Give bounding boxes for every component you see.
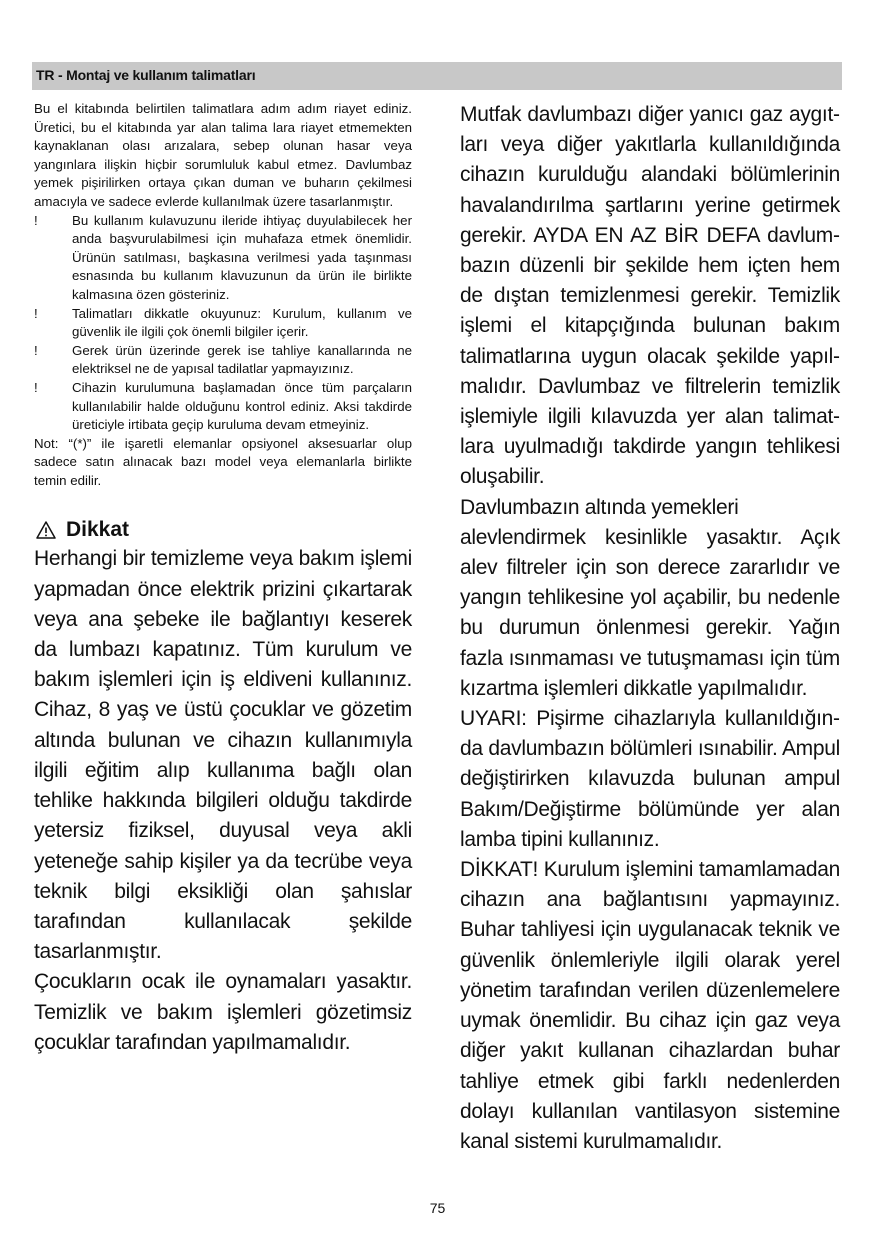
bullet-text: Bu kullanım kulavuzunu ileride ihtiyaç duyulabilecek her anda başvurulabilmesi için muhafaza etmek önemlidir. Ürünün satılması, başkasına verilmesi yada taşınması esnasında bu kullanım klavuzunun da ürün ile birlikte kalmasına özen gösteriniz.	[72, 212, 412, 302]
flame-paragraph-lead: Davlumbazın altında yemekleri	[460, 495, 739, 519]
bullet-item	[34, 342, 412, 379]
exclamation-mark: !	[34, 379, 38, 395]
page-number: 75	[429, 1200, 446, 1216]
warning-triangle-icon	[36, 521, 56, 539]
left-column	[34, 100, 412, 1058]
children-paragraph: Çocukların ocak ile oynamaları yasaktır. Temizlik ve bakım işlemleri gözetimsiz çocuklar tarafından yapılmamalıdır.	[34, 970, 412, 1054]
right-column	[460, 100, 840, 1157]
exclamation-mark: !	[34, 212, 38, 228]
exclamation-mark: !	[34, 305, 38, 321]
section-header-bar	[32, 62, 842, 90]
bullet-text: Gerek ürün üzerinde gerek ise tahliye kanallarında ne elektriksel ne de yapısal tadilatlar yapmayızınız.	[72, 342, 412, 377]
section-title: TR - Montaj ve kullanım talimatları	[36, 67, 256, 83]
flame-paragraph: alevlendirmek kesinlikle yasaktır. Açık alev filtreler için son derece zararlıdır ve yangın tehlikesine yol açabilir, bu nedenle bu durumun önlenmesi gerekir. Yağın fazla ısınmaması ve tutuşmaması için tüm kızartma işlemleri dikkatle yapılmalıdır.	[460, 525, 840, 700]
exclamation-mark: !	[34, 342, 38, 358]
bullet-item	[34, 379, 412, 435]
installation-paragraph: DİKKAT! Kurulum işlemini tamamlamadan cihazın ana bağlantısını yapmayınız. Buhar tahliyesi için uygulanacak teknik ve güvenlik önlemleriyle ilgili olarak yerel yönetim tarafından verilen düzenlemelere uymak önemlidir. Bu cihaz için gaz veya diğer yakıt kullanan cihazlardan buhar tahliye etmek gibi farklı nedenlerden dolayı kullanılan vantilasyon sistemine kanal sistemi kurulmamalıdır.	[460, 858, 840, 1153]
warning-paragraph: Herhangi bir temizleme veya bakım işlemi yapmadan önce elektrik prizini çıkartarak veya ana şebeke ile bağlantıyı keserek da lumbazı kapatınız. Tüm kurulum ve bakım işlemleri için iş eldiveni kullanınız. Cihaz, 8 yaş ve üstü çocuklar ve gözetim altında bulunan ve cihazın kullanımıyla ilgili eğitim alıp kullanıma bağlı olan tehlike hakkında bilgileri olduğu takdirde yetersiz fiziksel, duyusal veya akli yeteneğe sahip kişiler ya da tecrübe veya teknik bilgi eksikliği olan şahıslar tarafından kullanılacak şekilde tasarlanmıştır.	[34, 547, 412, 964]
warning-heading	[34, 516, 412, 544]
bullet-item	[34, 305, 412, 342]
note-paragraph: Not: “(*)” ile işaretli elemanlar opsiyonel aksesuarlar olup sadece satın alınacak bazı model veya elemanlarla birlikte temin edilir.	[34, 435, 412, 488]
bullet-text: Talimatları dikkatle okuyunuz: Kurulum, kullanım ve güvenlik ile ilgili çok önemli bilgiler içerir.	[72, 305, 412, 340]
bullet-item	[34, 212, 412, 305]
intro-paragraph: Bu el kitabında belirtilen talimatlara adım adım riayet ediniz. Üretici, bu el kitabında yar alan talima lara riayet etmemekten kaynaklanan olası arızalara, sebep olunan hasar veya yangınlara ilişkin hiçbir sorumluluk kabul etmez. Davlumbaz yemek pişirilirken ortaya çıkan duman ve buharın çekilmesi amacıyla ve sadece evlerde kullanılmak üzere tasarlanmıştır.	[34, 101, 412, 209]
warning-title: Dikkat	[66, 518, 130, 542]
caution-paragraph: UYARI: Pişirme cihazlarıyla kullanıldığında davlumbazın bölümleri ısınabilir. Ampul değiştirirken kılavuzda bulunan ampul Bakım/Değiştirme bölümünde yer alan lamba tipini kullanınız.	[460, 707, 840, 851]
ventilation-paragraph: Mutfak davlumbazı diğer yanıcı gaz aygıtları veya diğer yakıtlarla kullanıldığında cihazın kurulduğu alandaki bölümlerinin havalandırılma şartlarını yerine getirmek gerekir. AYDA EN AZ BİR DEFA davlumbazın düzenli bir şekilde hem içten hem de dıştan temizlenmesi gerekir. Temizlik işlemi el kitapçığında bulunan bakım talimatlarına uygun olacak şekilde yapılmalıdır. Davlumbaz ve filtrelerin temizlik işlemiyle ilgili kılavuzda yer alan talimatlara uyulmadığı takdirde yangın tehlikesi oluşabilir.	[460, 103, 840, 489]
bullet-text: Cihazin kurulumuna başlamadan önce tüm parçaların kullanılabilir halde olduğunu kontrol ediniz. Aksi takdirde üreticiyle irtibata geçip kuruluma devam etmeyiniz.	[72, 379, 412, 433]
